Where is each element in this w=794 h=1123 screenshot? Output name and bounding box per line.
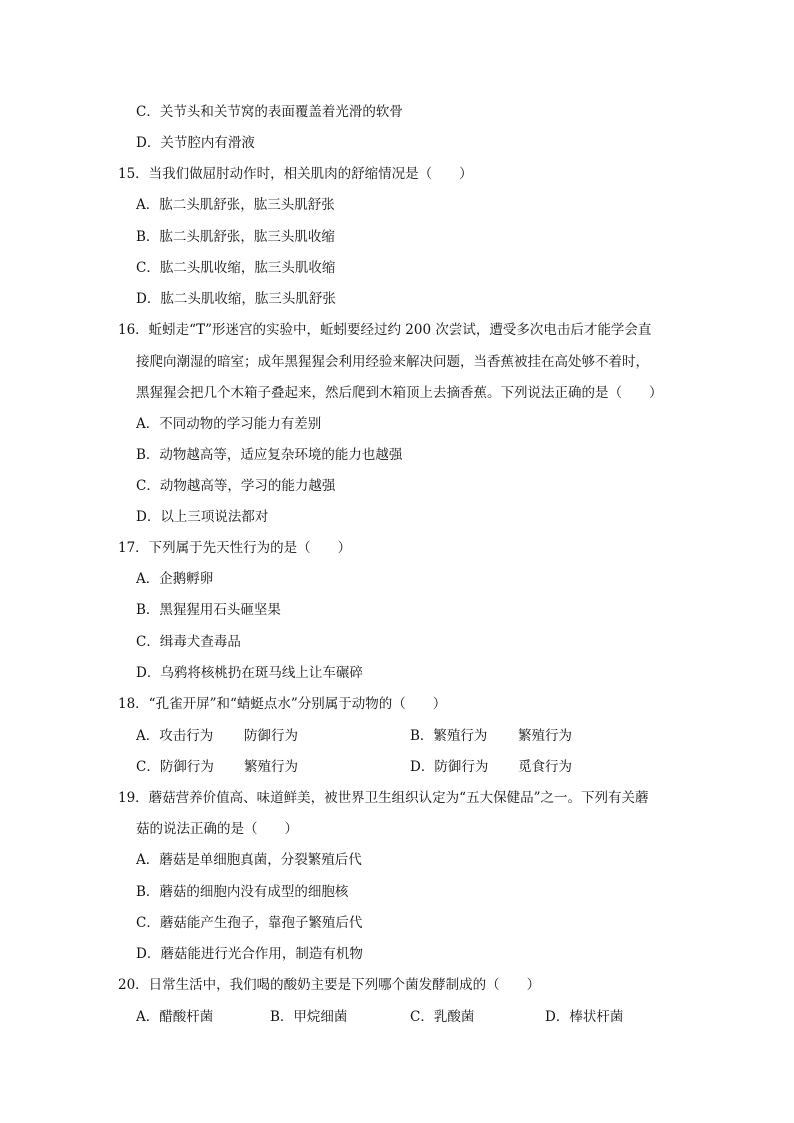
q19-option-b: B．蘑菇的细胞内没有成型的细胞核 bbox=[136, 884, 349, 900]
q15-option-b: B．肱二头肌舒张，肱三头肌收缩 bbox=[136, 229, 335, 245]
q16-stem-line-3: 黑猩猩会把几个木箱子叠起来，然后爬到木箱顶上去摘香蕉。下列说法正确的是（ ） bbox=[136, 385, 663, 401]
q18-option-a bbox=[136, 726, 298, 746]
q18-option-b-label: B．繁殖行为 bbox=[410, 728, 488, 744]
q20-option-d: D．棒状杆菌 bbox=[545, 1009, 624, 1025]
q18-option-b-second: 繁殖行为 bbox=[518, 728, 572, 744]
q17-stem: 17．下列属于先天性行为的是（ ） bbox=[118, 540, 352, 556]
q18-option-a-label: A．攻击行为 bbox=[136, 728, 214, 744]
q16-stem-line-2: 接爬向潮湿的暗室；成年黑猩猩会利用经验来解决问题，当香蕉被挂在高处够不着时， bbox=[136, 354, 649, 370]
q15-stem: 15．当我们做屈肘动作时，相关肌肉的舒缩情况是（ ） bbox=[118, 166, 473, 182]
q14-option-c: C．关节头和关节窝的表面覆盖着光滑的软骨 bbox=[136, 104, 403, 120]
q17-option-d: D．乌鸦将核桃扔在斑马线上让车碾碎 bbox=[136, 665, 363, 681]
q17-option-a: A．企鹅孵卵 bbox=[136, 571, 214, 587]
q15-option-c: C．肱二头肌收缩，肱三头肌收缩 bbox=[136, 260, 336, 276]
q18-option-d-second: 觅食行为 bbox=[518, 759, 572, 775]
q16-stem-line-1: 16．蚯蚓走“T”形迷宫的实验中，蚯蚓要经过约 200 次尝试，遭受多次电击后才能学会直 bbox=[118, 322, 652, 338]
q14-option-d: D．关节腔内有滑液 bbox=[136, 135, 255, 151]
q20-option-a: A．醋酸杆菌 bbox=[136, 1009, 214, 1025]
q20-option-c: C．乳酸菌 bbox=[410, 1009, 475, 1025]
q17-option-b: B．黑猩猩用石头砸坚果 bbox=[136, 602, 281, 618]
q15-option-d: D．肱二头肌收缩，肱三头肌舒张 bbox=[136, 291, 336, 307]
q18-option-d bbox=[410, 757, 572, 777]
q18-option-a-second: 防御行为 bbox=[244, 728, 298, 744]
q16-option-b: B．动物越高等，适应复杂环境的能力也越强 bbox=[136, 447, 403, 463]
q18-option-b bbox=[410, 726, 572, 746]
q19-stem-line-2: 菇的说法正确的是（ ） bbox=[136, 821, 298, 837]
q18-option-c bbox=[136, 757, 298, 777]
q16-option-c: C．动物越高等，学习的能力越强 bbox=[136, 478, 336, 494]
q19-option-d: D．蘑菇能进行光合作用，制造有机物 bbox=[136, 946, 363, 962]
q19-option-a: A．蘑菇是单细胞真菌，分裂繁殖后代 bbox=[136, 852, 362, 868]
q15-option-a: A．肱二头肌舒张，肱三头肌舒张 bbox=[136, 197, 335, 213]
q18-option-c-second: 繁殖行为 bbox=[244, 759, 298, 775]
q19-option-c: C．蘑菇能产生孢子，靠孢子繁殖后代 bbox=[136, 915, 363, 931]
q17-option-c: C．缉毒犬查毒品 bbox=[136, 634, 241, 650]
q18-option-d-label: D．防御行为 bbox=[410, 759, 489, 775]
q18-option-c-label: C．防御行为 bbox=[136, 759, 214, 775]
q18-stem: 18．“孔雀开屏”和“蜻蜓点水”分别属于动物的（ ） bbox=[118, 696, 447, 712]
q20-stem: 20．日常生活中，我们喝的酸奶主要是下列哪个菌发酵制成的（ ） bbox=[118, 977, 541, 993]
q16-option-d: D．以上三项说法都对 bbox=[136, 509, 269, 525]
q19-stem-line-1: 19．蘑菇营养价值高、味道鲜美，被世界卫生组织认定为“五大保健品”之一。下列有关蘑 bbox=[118, 790, 649, 806]
q16-option-a: A．不同动物的学习能力有差别 bbox=[136, 416, 322, 432]
q20-option-b: B．甲烷细菌 bbox=[270, 1009, 348, 1025]
